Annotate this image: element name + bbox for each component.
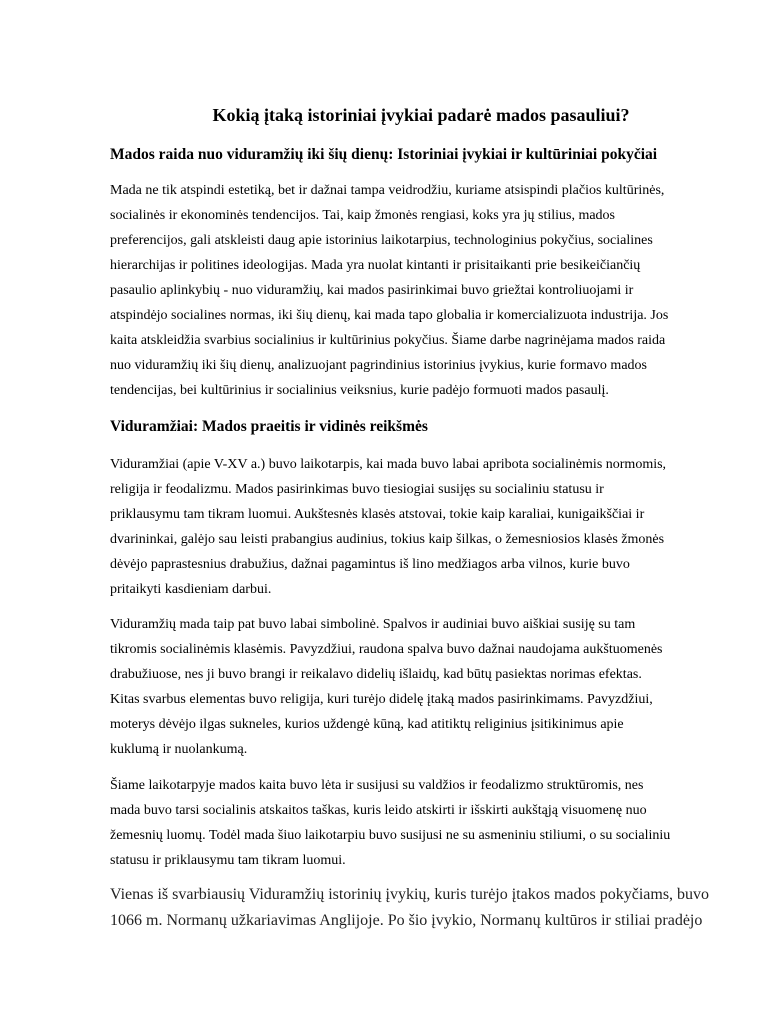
paragraph-line: pritaikyti kasdieniam darbui. — [110, 582, 272, 597]
paragraph-line: dvarininkai, galėjo sau leisti prabangius audinius, tokius kaip šilkas, o žemesniosios klasės žmonės — [110, 532, 665, 547]
viduramziai-paragraph-1 — [110, 452, 740, 602]
paragraph-line: hierarchijas ir politines ideologijas. Mada yra nuolat kintanti ir prisitaikanti prie besikeičiančių — [110, 258, 641, 273]
viduramziai-paragraph-4 — [110, 882, 740, 934]
paragraph-line: priklausymu tam tikram luomui. Aukštesnės klasės atstovai, tokie kaip karaliai, kunigaikščiai ir — [110, 507, 645, 522]
paragraph-line: Mada ne tik atspindi estetiką, bet ir dažnai tampa veidrodžiu, kuriame atsispindi plačios kultūrinės, — [110, 183, 665, 198]
paragraph-line: pasaulio aplinkybių - nuo viduramžių, kai mados pasirinkimai buvo griežtai kontroliuojami ir — [110, 283, 634, 298]
paragraph-line: moterys dėvėjo ilgas sukneles, kurios uždengė kūną, kad atitiktų religinius įsitikinimus apie — [110, 717, 624, 732]
paragraph-line: preferencijos, gali atskleisti daug apie istorinius laikotarpius, technologinius pokyčius, socialines — [110, 233, 653, 248]
paragraph-line: 1066 m. Normanų užkariavimas Anglijoje. Po šio įvykio, Normanų kultūros ir stiliai pradėjo — [110, 912, 703, 929]
viduramziai-paragraph-3 — [110, 773, 740, 873]
paragraph-line: Viduramžių mada taip pat buvo labai simbolinė. Spalvos ir audiniai buvo aiškiai susiję su tam — [110, 617, 636, 632]
paragraph-line: kaita atskleidžia svarbius socialinius ir kultūrinius pokyčius. Šiame darbe nagrinėjama mados raida — [110, 333, 666, 348]
paragraph-line: žemesnių luomų. Todėl mada šiuo laikotarpiu buvo susijusi ne su asmeniniu stiliumi, o su socialiniu — [110, 828, 671, 843]
paragraph-line: tikromis socialinėmis klasėmis. Pavyzdžiui, raudona spalva buvo dažnai naudojama aukštuomenės — [110, 642, 663, 657]
section-heading-viduramziai: Viduramžiai: Mados praeitis ir vidinės reikšmės — [110, 418, 428, 435]
paragraph-line: mada buvo tarsi socialinis atskaitos taškas, kuris leido atskirti ir išskirti aukštąją visuomenę nuo — [110, 803, 647, 818]
paragraph-line: Viduramžiai (apie V-XV a.) buvo laikotarpis, kai mada buvo labai apribota socialinėmis normomis, — [110, 457, 667, 472]
paragraph-line: drabužiuose, nes ji buvo brangi ir reikalavo didelių išlaidų, kad būtų pasiektas norimas efektas. — [110, 667, 642, 682]
intro-paragraph — [110, 178, 740, 403]
paragraph-line: nuo viduramžių iki šių dienų, analizuojant pagrindinius istorinius įvykius, kurie formavo mados — [110, 358, 647, 373]
paragraph-line: Kitas svarbus elementas buvo religija, kuri turėjo didelę įtaką mados pasirinkimams. Pavyzdžiui, — [110, 692, 653, 707]
paragraph-line: kuklumą ir nuolankumą. — [110, 742, 248, 757]
document-title: Kokią įtaką istoriniai įvykiai padarė mados pasauliui? — [212, 105, 630, 125]
paragraph-line: Šiame laikotarpyje mados kaita buvo lėta ir susijusi su valdžios ir feodalizmo struktūromis, nes — [110, 778, 644, 793]
paragraph-line: dėvėjo paprastesnius drabužius, dažnai pagamintus iš lino medžiagos arba vilnos, kurie buvo — [110, 557, 630, 572]
paragraph-line: atspindėjo socialines normas, iki šių dienų, kai mada tapo globalia ir komercializuota industrija. Jos — [110, 308, 669, 323]
paragraph-line: socialinės ir ekonominės tendencijos. Tai, kaip žmonės rengiasi, koks yra jų stilius, mados — [110, 208, 616, 223]
paragraph-line: Vienas iš svarbiausių Viduramžių istorinių įvykių, kuris turėjo įtakos mados pokyčiams, buvo — [110, 886, 710, 903]
paragraph-line: statusu ir priklausymu tam tikram luomui. — [110, 853, 346, 868]
section-heading-mados-raida: Mados raida nuo viduramžių iki šių dienų: Istoriniai įvykiai ir kultūriniai pokyčiai — [110, 146, 658, 163]
viduramziai-paragraph-2 — [110, 612, 740, 762]
paragraph-line: religija ir feodalizmu. Mados pasirinkimas buvo tiesiogiai susijęs su socialiniu statusu ir — [110, 482, 604, 497]
paragraph-line: tendencijas, bei kultūrinius ir socialinius veiksnius, kurie padėjo formuoti mados pasaulį. — [110, 383, 609, 398]
